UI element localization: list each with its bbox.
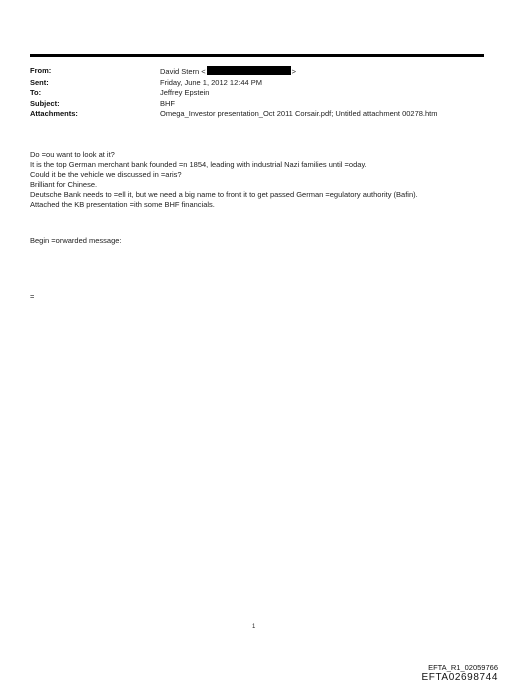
subject-label: Subject: [30, 98, 60, 108]
body-line: Brilliant for Chinese. [30, 180, 98, 189]
from-name: David Stern < [160, 67, 206, 76]
forwarded-message-line: Begin =orwarded message: [30, 236, 122, 245]
email-body [30, 150, 490, 210]
document-stamp [421, 663, 498, 683]
page-number: 1 [252, 624, 256, 630]
to-value: Jeffrey Epstein [160, 88, 210, 97]
from-label: From: [30, 66, 52, 75]
to-row [30, 88, 490, 99]
attachments-row [30, 109, 490, 120]
body-line: It is the top German merchant bank founded =n 1854, leading with industrial Nazi families until =oday. [30, 160, 367, 169]
from-row [30, 66, 490, 78]
to-label: To: [30, 88, 42, 97]
body-line: Attached the KB presentation =ith some BHF financials. [30, 200, 215, 209]
sent-label: Sent: [30, 77, 49, 87]
from-value [160, 66, 296, 78]
body-line: Could it be the vehicle we discussed in =aris? [30, 170, 182, 179]
subject-row [30, 99, 490, 110]
subject-value: BHF [160, 98, 175, 108]
redaction-box [207, 66, 291, 75]
from-end: > [291, 67, 297, 76]
equals-sign: = [30, 292, 35, 301]
stamp-line-2: EFTA02698744 [421, 672, 498, 683]
email-header [30, 66, 490, 120]
stamp-line-1: EFTA_R1_02059766 [428, 663, 498, 672]
body-line: Do =ou want to look at it? [30, 150, 115, 159]
header-rule [30, 54, 484, 57]
attachments-value: Omega_Investor presentation_Oct 2011 Corsair.pdf; Untitled attachment 00278.htm [160, 109, 438, 118]
sent-row [30, 78, 490, 89]
sent-value: Friday, June 1, 2012 12:44 PM [160, 77, 263, 87]
attachments-label: Attachments: [30, 109, 78, 118]
body-line: Deutsche Bank needs to =ell it, but we need a big name to front it to get passed German =egulatory authority (Bafin). [30, 190, 418, 199]
